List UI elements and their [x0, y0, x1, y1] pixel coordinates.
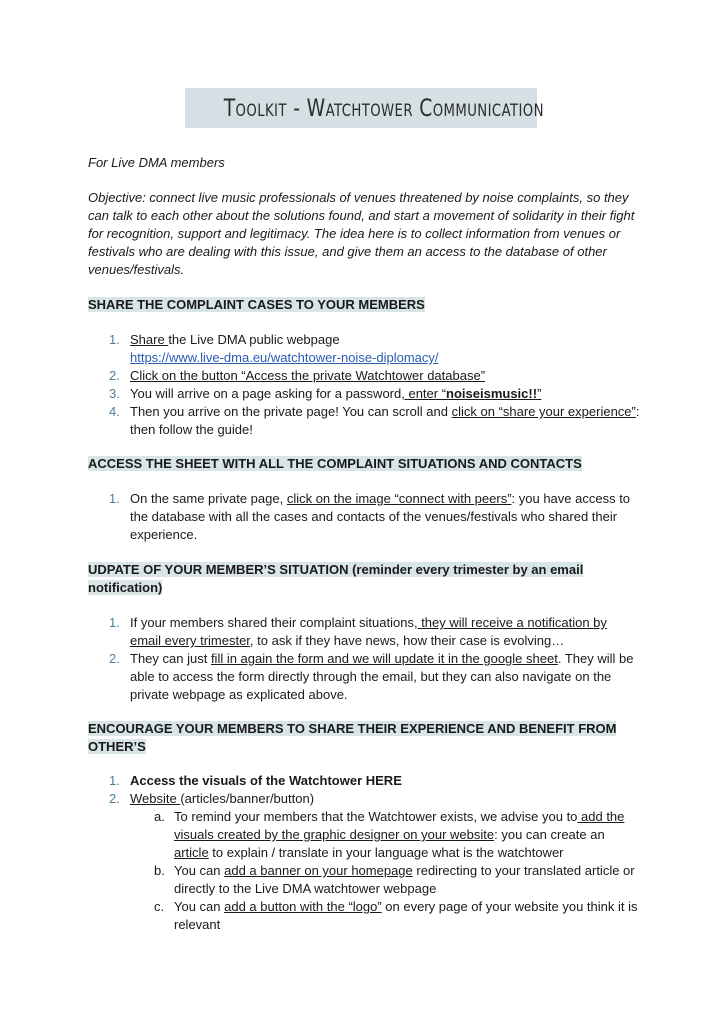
heading-encourage: ENCOURAGE YOUR MEMBERS TO SHARE THEIR EXPERIENCE AND BENEFIT FROM OTHER’S	[88, 721, 617, 754]
heading-access: ACCESS THE SHEET WITH ALL THE COMPLAINT SITUATIONS AND CONTACTS	[88, 456, 582, 471]
list-item: 2. They can just fill in again the form and we will update it in the google sheet. They will be able to access the form directly through the email, but they can also navigate on the private webpage as explicated above.	[109, 651, 634, 702]
password-text: noiseismusic!!	[446, 386, 538, 401]
list-item: 4. Then you arrive on the private page! You can scroll and click on “share your experience”: then follow the guide!	[109, 404, 640, 437]
sub-list-item: b. You can add a banner on your homepage redirecting to your translated article or directly to the Live DMA watchtower webpage	[154, 863, 635, 896]
list-item: 1. If your members shared their complaint situations, they will receive a notification by email every trimester, to ask if they have news, how their case is evolving…	[109, 615, 607, 648]
document-title: Toolkit - Watchtower Communication	[223, 94, 544, 122]
access-visuals-link[interactable]: Access the visuals of the Watchtower HERE	[130, 773, 402, 788]
list-item: 3. You will arrive on a page asking for a password, enter “noiseismusic!!”	[109, 386, 542, 401]
objective-text: Objective: connect live music professionals of venues threatened by noise complaints, so they can talk to each other about the solutions found, and start a movement of solidarity in their fight for recognition, support and legitimacy. The idea here is to collect information from venues or festivals who are dealing with this issue, and give them an access to the database of other venues/festivals.	[88, 190, 635, 277]
list-encourage	[88, 772, 640, 934]
document-title-box	[185, 88, 544, 128]
sub-list-item: a. To remind your members that the Watchtower exists, we advise you to add the visuals created by the graphic designer on your website: you can create an article to explain / translate in your language what is the watchtower	[154, 809, 625, 860]
list-access	[88, 490, 640, 544]
sub-list-item: c. You can add a button with the “logo” on every page of your website you think it is relevant	[154, 899, 638, 932]
list-item: 1. Share the Live DMA public webpage https://www.live-dma.eu/watchtower-noise-diplomacy/	[109, 332, 439, 365]
heading-update: UDPATE OF YOUR MEMBER’S SITUATION (reminder every trimester by an email notification)	[88, 562, 584, 595]
list-item: 2. Click on the button “Access the private Watchtower database”	[109, 368, 486, 383]
list-update	[88, 614, 640, 704]
list-item: 1. On the same private page, click on the image “connect with peers”: you have access to the database with all the cases and contacts of the venues/festivals who shared their experience.	[109, 491, 631, 542]
intro-text: For Live DMA members	[88, 155, 225, 170]
heading-share: SHARE THE COMPLAINT CASES TO YOUR MEMBERS	[88, 297, 425, 312]
list-share	[88, 331, 640, 439]
list-item: 1. Access the visuals of the Watchtower HERE	[109, 773, 402, 788]
watchtower-public-link[interactable]: https://www.live-dma.eu/watchtower-noise-diplomacy/	[130, 350, 439, 365]
list-item: 2. Website (articles/banner/button)	[109, 791, 315, 806]
